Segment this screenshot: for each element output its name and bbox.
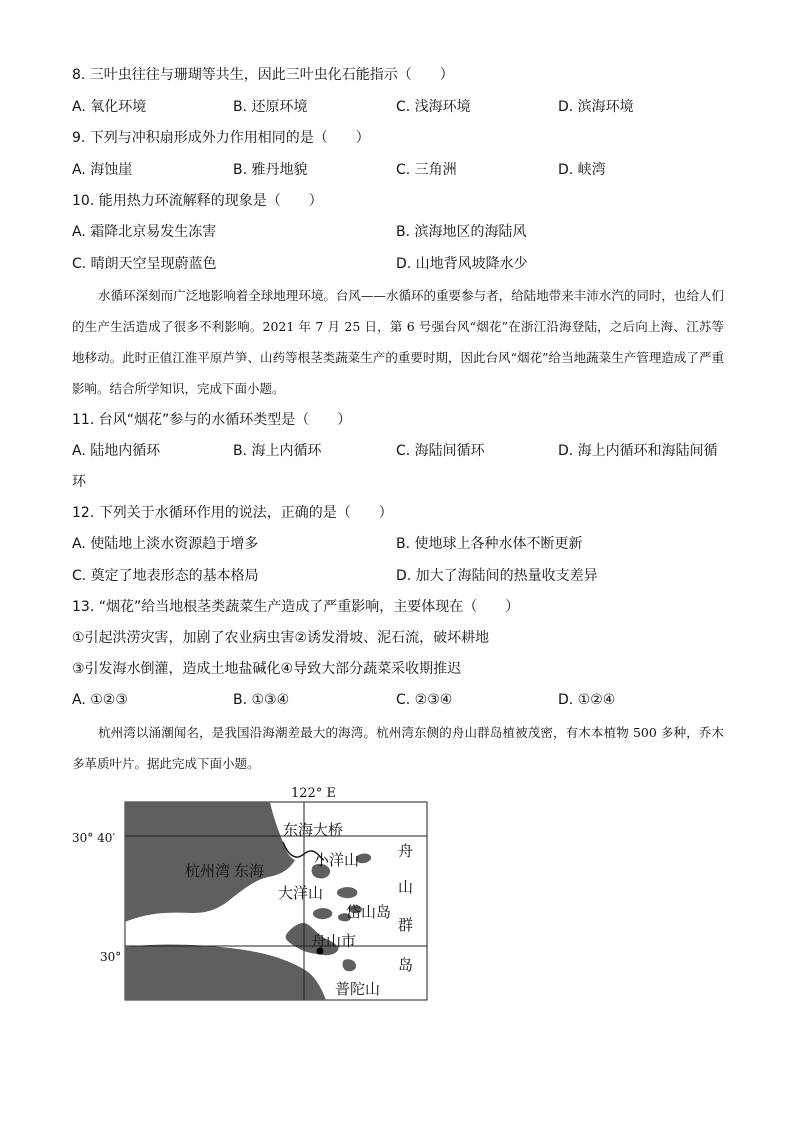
passage-hangzhou-text: 杭州湾以涌潮闻名，是我国沿海潮差最大的海湾。杭州湾东侧的舟山群岛植被茂密，有木本植物 500 多种，乔木多革质叶片。据此完成下面小题。 <box>72 725 724 771</box>
label-xiaoyangshan: 小洋山 <box>314 851 360 869</box>
reading-passage-typhoon <box>72 280 724 404</box>
q9-option-a[interactable]: A. 海蚀崖 <box>72 162 133 178</box>
question-8-stem: 8. 三叶虫往往与珊瑚等共生，因此三叶虫化石能指示（ ） <box>72 67 454 83</box>
label-daishan: 岱山岛 <box>346 903 392 921</box>
q13-statement-line-1: ①引起洪涝灾害，加剧了农业病虫害②诱发滑坡、泥石流，破坏耕地 <box>72 630 490 646</box>
q13-option-b[interactable]: B. ①③④ <box>233 692 290 708</box>
reading-passage-hangzhou-bay <box>72 717 724 779</box>
q12-option-c[interactable]: C. 奠定了地表形态的基本格局 <box>72 568 259 584</box>
q11-option-d-wrap: 环 <box>72 474 86 490</box>
q13-option-d[interactable]: D. ①②④ <box>558 692 616 708</box>
q8-option-a[interactable]: A. 氧化环境 <box>72 99 147 115</box>
q10-option-d[interactable]: D. 山地背风坡降水少 <box>396 256 528 272</box>
latitude-label-top: 30° 40′ <box>72 831 116 845</box>
label-east-sea: 东海 <box>234 862 265 880</box>
q8-option-b[interactable]: B. 还原环境 <box>233 99 308 115</box>
q13-statement-line-2: ③引发海水倒灌，造成土地盐碱化④导致大部分蔬菜采收期推迟 <box>72 661 462 677</box>
q11-option-b[interactable]: B. 海上内循环 <box>233 443 322 459</box>
q9-option-b[interactable]: B. 雅丹地貌 <box>233 162 308 178</box>
label-putuoshan: 普陀山 <box>335 980 381 998</box>
q8-option-c[interactable]: C. 浅海环境 <box>396 99 471 115</box>
question-12-stem: 12. 下列关于水循环作用的说法，正确的是（ ） <box>72 505 393 521</box>
label-archipelago-3: 群 <box>398 916 414 934</box>
question-9-stem: 9. 下列与冲积扇形成外力作用相同的是（ ） <box>72 130 370 146</box>
q9-option-c[interactable]: C. 三角洲 <box>396 162 457 178</box>
q9-option-d[interactable]: D. 峡湾 <box>558 162 606 178</box>
q11-option-d[interactable]: D. 海上内循环和海陆间循 <box>558 443 718 459</box>
q12-option-a[interactable]: A. 使陆地上淡水资源趋于增多 <box>72 536 259 552</box>
question-11-stem: 11. 台风“烟花”参与的水循环类型是（ ） <box>72 412 352 428</box>
q8-option-d[interactable]: D. 滨海环境 <box>558 99 634 115</box>
label-archipelago-2: 山 <box>398 878 414 896</box>
label-bridge: 东海大桥 <box>283 821 344 839</box>
label-hangzhou-bay: 杭州湾 <box>185 862 231 880</box>
q10-option-b[interactable]: B. 滨海地区的海陆风 <box>396 224 527 240</box>
label-archipelago-1: 舟 <box>398 842 414 860</box>
label-dayangshan: 大洋山 <box>278 884 324 902</box>
q10-option-c[interactable]: C. 晴朗天空呈现蔚蓝色 <box>72 256 217 272</box>
label-archipelago-4: 岛 <box>398 956 414 974</box>
q10-option-a[interactable]: A. 霜降北京易发生冻害 <box>72 224 217 240</box>
longitude-label: 122° E <box>291 786 336 801</box>
q13-option-a[interactable]: A. ①②③ <box>72 692 128 708</box>
q11-option-c[interactable]: C. 海陆间循环 <box>396 443 485 459</box>
q12-option-b[interactable]: B. 使地球上各种水体不断更新 <box>396 536 583 552</box>
passage-typhoon-text: 水循环深刻而广泛地影响着全球地理环境。台风——水循环的重要参与者，给陆地带来丰沛水汽的同时，也给人们的生产生活造成了很多不利影响。2021 年 7 月 25 日，第 6 号强台风“烟花”在浙江沿海登陆，之后向上海、江苏等地移动。此时正值江淮平原芦笋、山药等根茎类蔬菜生产的重要时期，因此台风“烟花”给当地蔬菜生产管理造成了严重影响。结合所学知识，完成下面小题。 <box>72 288 724 396</box>
label-zhoushan-city: 舟山市 <box>311 932 357 950</box>
q12-option-d[interactable]: D. 加大了海陆间的热量收支差异 <box>396 568 598 584</box>
zhoushan-map <box>70 780 440 1005</box>
question-10-stem: 10. 能用热力环流解释的现象是（ ） <box>72 193 323 209</box>
q13-option-c[interactable]: C. ②③④ <box>396 692 453 708</box>
latitude-label-bottom: 30° <box>100 950 122 964</box>
question-13-stem: 13. “烟花”给当地根茎类蔬菜生产造成了严重影响，主要体现在（ ） <box>72 599 520 615</box>
q11-option-a[interactable]: A. 陆地内循环 <box>72 443 161 459</box>
